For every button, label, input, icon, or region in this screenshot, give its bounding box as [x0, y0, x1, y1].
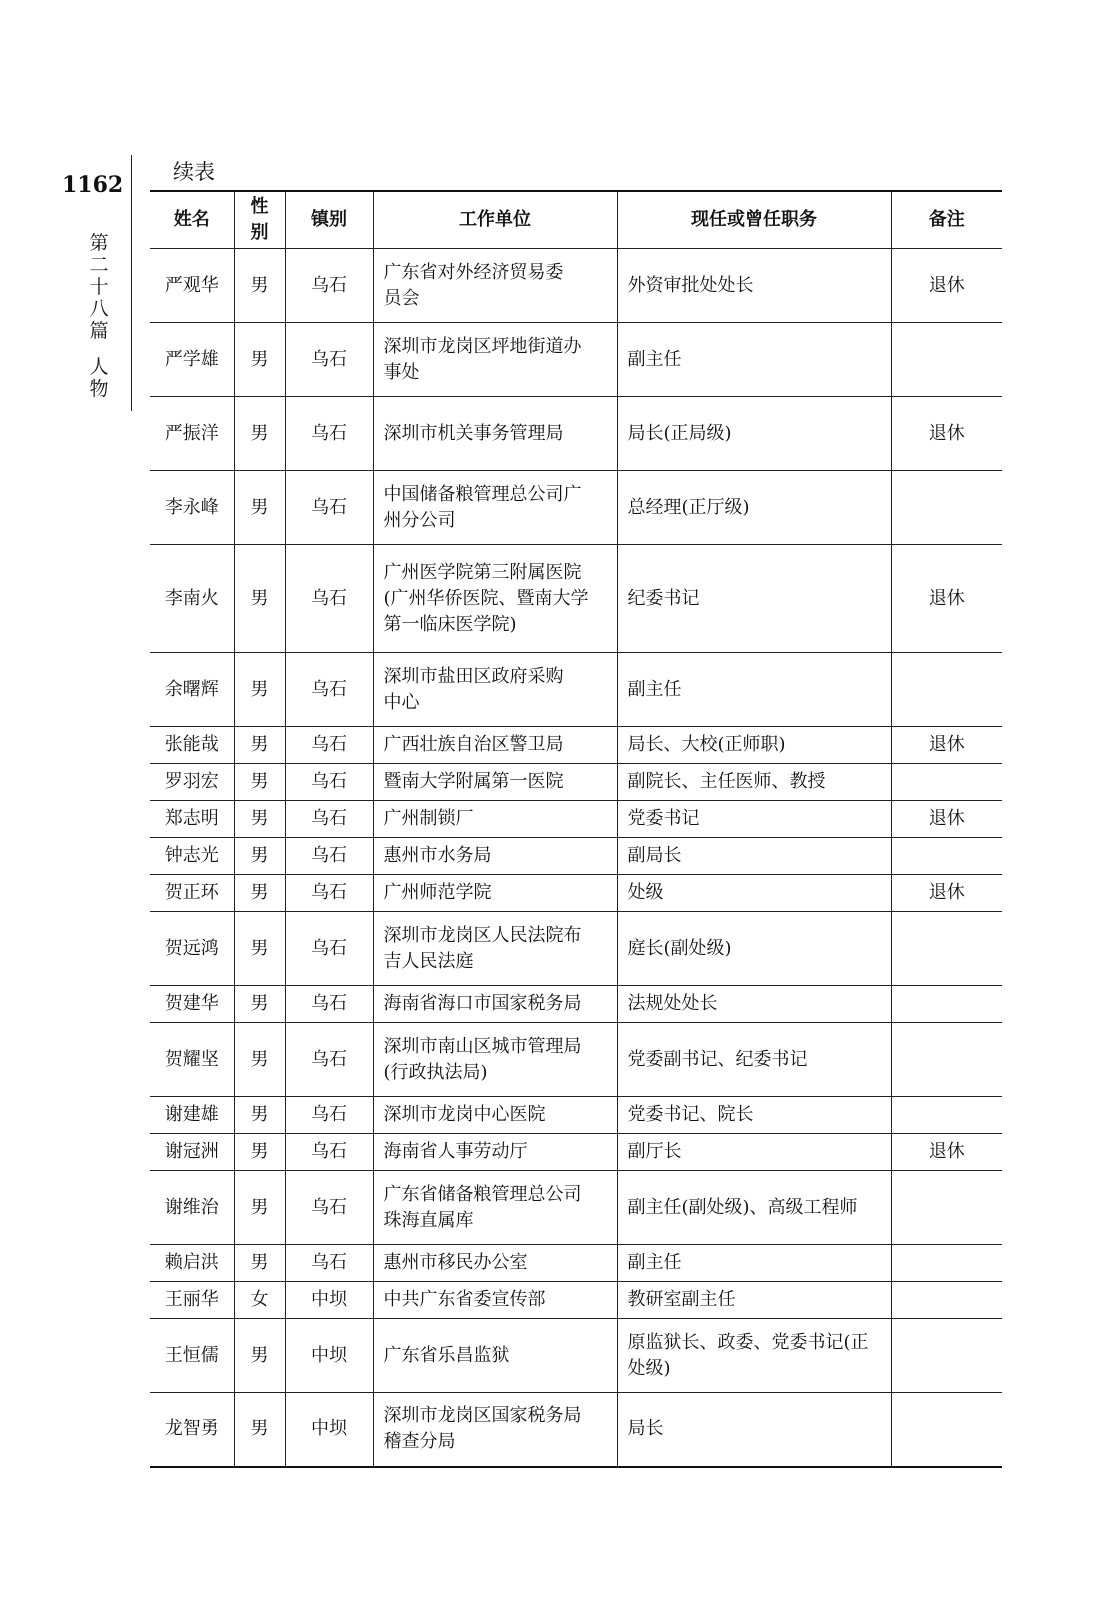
cell-name: 贺建华	[150, 986, 234, 1023]
cell-remarks	[891, 1171, 1002, 1245]
cell-position	[617, 653, 891, 727]
cell-town: 乌石	[285, 986, 373, 1023]
margin-rule	[131, 155, 132, 411]
cell-position	[617, 1393, 891, 1467]
cell-sex: 男	[234, 986, 285, 1023]
cell-name: 贺耀坚	[150, 1023, 234, 1097]
chapter-gap	[87, 342, 111, 356]
cell-sex: 男	[234, 838, 285, 875]
work-unit-line: 中共广东省委宣传部	[383, 1289, 546, 1310]
cell-sex: 男	[234, 801, 285, 838]
position-line: 局长、大校(正师职)	[627, 734, 786, 755]
cell-name: 王恒儒	[150, 1319, 234, 1393]
cell-remarks: 退休	[891, 875, 1002, 912]
cell-name: 李永峰	[150, 471, 234, 545]
table-row	[150, 545, 1002, 653]
cell-position	[617, 1319, 891, 1393]
position-line: 局长(正局级)	[627, 422, 732, 444]
cell-sex: 男	[234, 1319, 285, 1393]
cell-position	[617, 912, 891, 986]
cell-remarks: 退休	[891, 545, 1002, 653]
cell-position	[617, 545, 891, 653]
cell-town: 乌石	[285, 1097, 373, 1134]
cell-sex: 男	[234, 764, 285, 801]
cell-sex: 女	[234, 1282, 285, 1319]
table-row	[150, 471, 1002, 545]
cell-town: 乌石	[285, 249, 373, 323]
cell-work-unit	[373, 1393, 617, 1467]
chapter-char: 人	[89, 356, 109, 378]
position-line: 党委副书记、纪委书记	[627, 1048, 808, 1070]
cell-work-unit	[373, 545, 617, 653]
table-row	[150, 912, 1002, 986]
work-unit-line: 员会	[383, 287, 420, 309]
work-unit-line: 惠州市移民办公室	[383, 1252, 528, 1273]
work-unit-line: 州分公司	[383, 509, 456, 531]
cell-position	[617, 1134, 891, 1171]
cell-sex: 男	[234, 1023, 285, 1097]
cell-remarks	[891, 1282, 1002, 1319]
position-line: 副主任	[627, 348, 682, 370]
cell-name: 李南火	[150, 545, 234, 653]
cell-town: 乌石	[285, 1171, 373, 1245]
position-line: 副主任	[627, 1252, 682, 1273]
work-unit-line: 广西壮族自治区警卫局	[383, 734, 564, 755]
table-row	[150, 249, 1002, 323]
header-position: 现任或曾任职务	[617, 191, 891, 249]
cell-position	[617, 471, 891, 545]
work-unit-line: 稽查分局	[383, 1431, 456, 1453]
header-town: 镇别	[285, 191, 373, 249]
work-unit-line: 海南省海口市国家税务局	[383, 993, 582, 1014]
work-unit-line: 深圳市龙岗区坪地街道办	[383, 335, 582, 357]
position-line: 副院长、主任医师、教授	[627, 771, 826, 792]
table-row	[150, 986, 1002, 1023]
cell-work-unit	[373, 397, 617, 471]
cell-remarks	[891, 912, 1002, 986]
cell-sex: 男	[234, 912, 285, 986]
work-unit-line: 惠州市水务局	[383, 845, 492, 866]
cell-name: 余曙辉	[150, 653, 234, 727]
cell-remarks	[891, 1023, 1002, 1097]
work-unit-line: 吉人民法庭	[383, 950, 474, 972]
cell-position	[617, 323, 891, 397]
position-line: 庭长(副处级)	[627, 937, 732, 959]
cell-work-unit	[373, 471, 617, 545]
cell-sex: 男	[234, 653, 285, 727]
cell-town: 乌石	[285, 653, 373, 727]
cell-work-unit	[373, 838, 617, 875]
cell-remarks	[891, 471, 1002, 545]
work-unit-line: 广州制锁厂	[383, 808, 474, 829]
position-line: 副厅长	[627, 1141, 682, 1162]
cell-work-unit	[373, 249, 617, 323]
position-line: 副局长	[627, 845, 682, 866]
cell-position	[617, 986, 891, 1023]
cell-work-unit	[373, 1134, 617, 1171]
work-unit-line: 珠海直属库	[383, 1209, 474, 1231]
cell-name: 严观华	[150, 249, 234, 323]
work-unit-line: 广东省乐昌监狱	[383, 1344, 510, 1366]
cell-town: 乌石	[285, 801, 373, 838]
chapter-char: 八	[89, 298, 109, 320]
cell-sex: 男	[234, 545, 285, 653]
cell-remarks	[891, 1245, 1002, 1282]
table-row	[150, 397, 1002, 471]
personnel-table	[150, 190, 1002, 1468]
cell-position	[617, 249, 891, 323]
cell-town: 乌石	[285, 397, 373, 471]
cell-sex: 男	[234, 397, 285, 471]
cell-work-unit	[373, 801, 617, 838]
cell-town: 乌石	[285, 875, 373, 912]
cell-name: 严学雄	[150, 323, 234, 397]
position-line: 副主任	[627, 678, 682, 700]
cell-town: 乌石	[285, 727, 373, 764]
table-row	[150, 1282, 1002, 1319]
work-unit-line: 深圳市龙岗区国家税务局	[383, 1405, 582, 1427]
cell-position	[617, 1171, 891, 1245]
cell-position	[617, 764, 891, 801]
work-unit-line: (广州华侨医院、暨南大学	[383, 587, 589, 609]
chapter-char: 第	[89, 232, 109, 254]
cell-work-unit	[373, 323, 617, 397]
work-unit-line: 广州医学院第三附属医院	[383, 561, 582, 583]
cell-work-unit	[373, 727, 617, 764]
position-line: 原监狱长、政委、党委书记(正	[627, 1331, 869, 1353]
work-unit-line: (行政执法局)	[383, 1061, 488, 1083]
position-line: 法规处处长	[627, 993, 718, 1014]
cell-remarks: 退休	[891, 397, 1002, 471]
cell-town: 中坝	[285, 1393, 373, 1467]
table-row	[150, 1245, 1002, 1282]
table-row	[150, 727, 1002, 764]
position-line: 党委书记	[627, 808, 700, 829]
table-row	[150, 801, 1002, 838]
table-row	[150, 1319, 1002, 1393]
cell-name: 谢建雄	[150, 1097, 234, 1134]
cell-town: 中坝	[285, 1282, 373, 1319]
cell-work-unit	[373, 912, 617, 986]
cell-position	[617, 1097, 891, 1134]
cell-position	[617, 397, 891, 471]
cell-sex: 男	[234, 1134, 285, 1171]
cell-position	[617, 801, 891, 838]
cell-remarks: 退休	[891, 801, 1002, 838]
cell-sex: 男	[234, 471, 285, 545]
cell-town: 乌石	[285, 1134, 373, 1171]
chapter-char: 物	[89, 378, 109, 400]
cell-remarks	[891, 764, 1002, 801]
cell-sex: 男	[234, 1393, 285, 1467]
cell-name: 王丽华	[150, 1282, 234, 1319]
cell-sex: 男	[234, 1097, 285, 1134]
cell-name: 谢维治	[150, 1171, 234, 1245]
cell-name: 张能哉	[150, 727, 234, 764]
cell-remarks	[891, 323, 1002, 397]
table-row	[150, 875, 1002, 912]
cell-position	[617, 838, 891, 875]
header-name: 姓名	[150, 191, 234, 249]
cell-remarks	[891, 1393, 1002, 1467]
chapter-char: 篇	[89, 320, 109, 342]
cell-town: 乌石	[285, 912, 373, 986]
chapter-char: 二	[89, 254, 109, 276]
cell-town: 中坝	[285, 1319, 373, 1393]
cell-work-unit	[373, 653, 617, 727]
table-row	[150, 838, 1002, 875]
cell-sex: 男	[234, 727, 285, 764]
table-row	[150, 323, 1002, 397]
cell-name: 严振洋	[150, 397, 234, 471]
work-unit-line: 第一临床医学院)	[383, 613, 517, 635]
cell-work-unit	[373, 1023, 617, 1097]
cell-name: 谢冠洲	[150, 1134, 234, 1171]
work-unit-line: 海南省人事劳动厅	[383, 1141, 528, 1162]
position-line: 总经理(正厅级)	[627, 496, 750, 518]
cell-position	[617, 1282, 891, 1319]
cell-remarks	[891, 1319, 1002, 1393]
table-row	[150, 1171, 1002, 1245]
cell-sex: 男	[234, 1245, 285, 1282]
work-unit-line: 中心	[383, 691, 420, 713]
cell-position	[617, 727, 891, 764]
cell-town: 乌石	[285, 545, 373, 653]
cell-remarks: 退休	[891, 727, 1002, 764]
position-line: 副主任(副处级)、高级工程师	[627, 1196, 858, 1218]
header-sex: 性别	[234, 191, 285, 249]
cell-remarks: 退休	[891, 1134, 1002, 1171]
position-line: 处级	[627, 882, 664, 903]
cell-name: 钟志光	[150, 838, 234, 875]
cell-work-unit	[373, 1282, 617, 1319]
cell-town: 乌石	[285, 838, 373, 875]
cell-sex: 男	[234, 875, 285, 912]
position-line: 教研室副主任	[627, 1289, 736, 1310]
work-unit-line: 深圳市龙岗区人民法院布	[383, 924, 582, 946]
cell-work-unit	[373, 875, 617, 912]
cell-remarks	[891, 986, 1002, 1023]
work-unit-line: 广东省储备粮管理总公司	[383, 1183, 582, 1205]
cell-remarks	[891, 1097, 1002, 1134]
cell-remarks: 退休	[891, 249, 1002, 323]
cell-sex: 男	[234, 323, 285, 397]
chapter-char: 十	[89, 276, 109, 298]
work-unit-line: 深圳市机关事务管理局	[383, 422, 564, 444]
cell-work-unit	[373, 1319, 617, 1393]
cell-name: 贺远鸿	[150, 912, 234, 986]
cell-work-unit	[373, 1097, 617, 1134]
chapter-label	[87, 232, 111, 400]
work-unit-line: 暨南大学附属第一医院	[383, 771, 564, 792]
work-unit-line: 深圳市龙岗中心医院	[383, 1104, 546, 1125]
cell-town: 乌石	[285, 471, 373, 545]
cell-name: 贺正环	[150, 875, 234, 912]
cell-name: 龙智勇	[150, 1393, 234, 1467]
work-unit-line: 广州师范学院	[383, 882, 492, 903]
position-line: 外资审批处处长	[627, 274, 754, 296]
cell-work-unit	[373, 1245, 617, 1282]
work-unit-line: 事处	[383, 361, 420, 383]
cell-town: 乌石	[285, 764, 373, 801]
cell-town: 乌石	[285, 1023, 373, 1097]
table-row	[150, 653, 1002, 727]
cell-position	[617, 1245, 891, 1282]
continued-label: 续表	[173, 160, 215, 184]
header-remarks: 备注	[891, 191, 1002, 249]
cell-remarks	[891, 653, 1002, 727]
work-unit-line: 深圳市盐田区政府采购	[383, 665, 564, 687]
table-row	[150, 1134, 1002, 1171]
cell-position	[617, 875, 891, 912]
work-unit-line: 深圳市南山区城市管理局	[383, 1035, 582, 1057]
table-row	[150, 1393, 1002, 1467]
cell-work-unit	[373, 1171, 617, 1245]
cell-sex: 男	[234, 1171, 285, 1245]
work-unit-line: 中国储备粮管理总公司广	[383, 483, 582, 505]
header-work-unit: 工作单位	[373, 191, 617, 249]
position-line: 处级)	[627, 1357, 671, 1379]
cell-work-unit	[373, 764, 617, 801]
cell-work-unit	[373, 986, 617, 1023]
page-number: 1162	[62, 172, 124, 198]
cell-town: 乌石	[285, 1245, 373, 1282]
position-line: 纪委书记	[627, 587, 700, 609]
cell-remarks	[891, 838, 1002, 875]
cell-name: 郑志明	[150, 801, 234, 838]
table-row	[150, 1023, 1002, 1097]
cell-name: 罗羽宏	[150, 764, 234, 801]
position-line: 局长	[627, 1418, 664, 1440]
cell-town: 乌石	[285, 323, 373, 397]
cell-position	[617, 1023, 891, 1097]
table-row	[150, 764, 1002, 801]
table-row	[150, 1097, 1002, 1134]
position-line: 党委书记、院长	[627, 1104, 754, 1125]
cell-name: 赖启洪	[150, 1245, 234, 1282]
work-unit-line: 广东省对外经济贸易委	[383, 261, 564, 283]
cell-sex: 男	[234, 249, 285, 323]
table-header-row	[150, 191, 1002, 249]
